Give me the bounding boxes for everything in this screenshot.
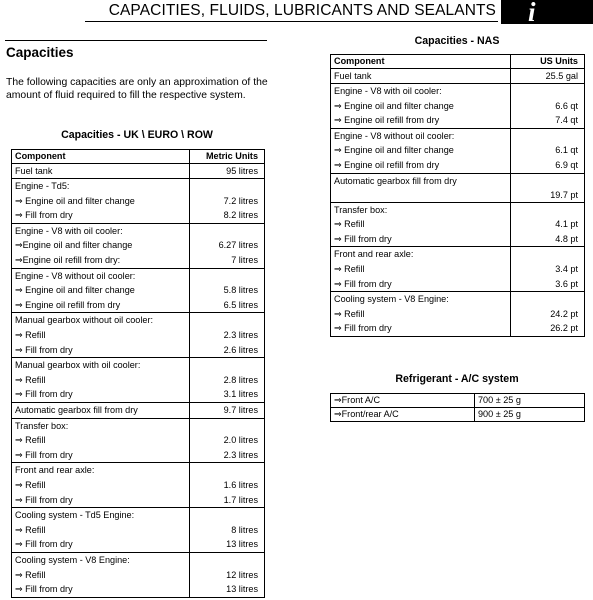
column-header-component: Component (12, 150, 190, 164)
table-header-row (331, 55, 585, 69)
component-cell: ⇒ Refill (331, 307, 511, 322)
value-cell: 6.1 qt (511, 143, 585, 158)
component-cell: Engine - V8 with oil cooler: (12, 223, 190, 238)
value-cell: 2.6 litres (190, 343, 265, 358)
component-cell: ⇒ Refill (12, 328, 190, 343)
value-cell: 7.4 qt (511, 113, 585, 128)
table-row (12, 387, 265, 402)
component-cell: ⇒ Fill from dry (331, 321, 511, 336)
table-row (12, 448, 265, 463)
value-cell (511, 247, 585, 262)
table-row (331, 99, 585, 114)
value-cell (190, 179, 265, 194)
chapter-tab (501, 0, 593, 27)
table-row (12, 523, 265, 538)
component-cell: ⇒Engine oil refill from dry: (12, 253, 190, 268)
value-cell: 9.7 litres (190, 403, 265, 419)
value-cell: 12 litres (190, 568, 265, 583)
value-cell: 4.1 pt (511, 217, 585, 232)
table-row (331, 292, 585, 307)
charge-cell: 700 ± 25 g (475, 394, 585, 408)
value-cell: 8 litres (190, 523, 265, 538)
component-cell: Front and rear axle: (12, 463, 190, 478)
table-row (12, 537, 265, 552)
component-cell: ⇒ Fill from dry (12, 208, 190, 223)
component-cell: Cooling system - V8 Engine: (331, 292, 511, 307)
component-cell: ⇒ Refill (12, 523, 190, 538)
value-cell: 26.2 pt (511, 321, 585, 336)
value-cell: 13 litres (190, 582, 265, 597)
table-row (331, 408, 585, 422)
value-cell (190, 508, 265, 523)
value-cell: 6.9 qt (511, 158, 585, 173)
column-header-metric-units: Metric Units (190, 150, 265, 164)
table-row (12, 238, 265, 253)
value-cell: 7 litres (190, 253, 265, 268)
uk-capacities-table (11, 149, 265, 598)
component-cell: ⇒ Fill from dry (12, 582, 190, 597)
value-cell: 6.5 litres (190, 298, 265, 313)
value-cell: 2.0 litres (190, 433, 265, 448)
component-cell: Engine - V8 without oil cooler: (331, 128, 511, 143)
table-row (12, 493, 265, 508)
component-cell: Fuel tank (331, 68, 511, 84)
component-cell: ⇒ Engine oil refill from dry (331, 158, 511, 173)
uk-table-caption: Capacities - UK \ EURO \ ROW (61, 129, 213, 141)
table-row (12, 253, 265, 268)
charge-cell: 900 ± 25 g (475, 408, 585, 422)
page-header (0, 0, 593, 26)
value-cell: 6.27 litres (190, 238, 265, 253)
information-icon: i (528, 0, 536, 27)
chapter-title: CAPACITIES, FLUIDS, LUBRICANTS AND SEALANTS (108, 2, 496, 19)
component-cell: ⇒ Engine oil and filter change (12, 283, 190, 298)
value-cell: 2.3 litres (190, 448, 265, 463)
value-cell: 1.7 litres (190, 493, 265, 508)
component-cell: ⇒ Fill from dry (12, 448, 190, 463)
nas-capacities-table (330, 54, 585, 337)
component-cell: ⇒ Fill from dry (331, 277, 511, 292)
value-cell (190, 463, 265, 478)
component-cell: Engine - Td5: (12, 179, 190, 194)
value-cell: 95 litres (190, 163, 265, 179)
table-row (12, 552, 265, 567)
table-row (12, 313, 265, 328)
component-cell: ⇒ Fill from dry (12, 343, 190, 358)
value-cell: 3.6 pt (511, 277, 585, 292)
component-cell: ⇒ Fill from dry (12, 537, 190, 552)
component-cell: Automatic gearbox fill from dry (12, 403, 190, 419)
table-row (331, 321, 585, 336)
table-row (12, 163, 265, 179)
value-cell: 19.7 pt (511, 173, 585, 202)
table-row (12, 328, 265, 343)
nas-table-caption: Capacities - NAS (414, 35, 500, 47)
component-cell: ⇒ Fill from dry (12, 493, 190, 508)
table-row (331, 84, 585, 99)
table-row (12, 508, 265, 523)
component-cell: Engine - V8 with oil cooler: (331, 84, 511, 99)
component-cell: ⇒ Refill (331, 217, 511, 232)
component-cell: Transfer box: (12, 418, 190, 433)
value-cell (190, 223, 265, 238)
value-cell (190, 418, 265, 433)
value-cell (190, 313, 265, 328)
component-cell: Manual gearbox with oil cooler: (12, 358, 190, 373)
value-cell: 2.3 litres (190, 328, 265, 343)
value-cell: 1.6 litres (190, 478, 265, 493)
table-row (12, 283, 265, 298)
table-row (331, 113, 585, 128)
component-cell: ⇒ Fill from dry (12, 387, 190, 402)
table-row (12, 343, 265, 358)
table-row (12, 478, 265, 493)
table-row (12, 268, 265, 283)
value-cell: 3.1 litres (190, 387, 265, 402)
table-row (12, 403, 265, 419)
table-row (12, 298, 265, 313)
value-cell: 3.4 pt (511, 262, 585, 277)
component-cell: ⇒ Engine oil and filter change (12, 194, 190, 209)
table-row (12, 179, 265, 194)
table-row (12, 433, 265, 448)
system-cell: ⇒Front/rear A/C (331, 408, 475, 422)
table-row (12, 373, 265, 388)
table-row (331, 202, 585, 217)
value-cell: 13 litres (190, 537, 265, 552)
table-row (331, 68, 585, 84)
component-cell: Transfer box: (331, 202, 511, 217)
section-rule (5, 40, 267, 41)
table-row (331, 217, 585, 232)
table-row (331, 307, 585, 322)
table-row (331, 262, 585, 277)
value-cell: 6.6 qt (511, 99, 585, 114)
table-row (331, 394, 585, 408)
system-cell: ⇒Front A/C (331, 394, 475, 408)
value-cell (190, 358, 265, 373)
value-cell: 24.2 pt (511, 307, 585, 322)
table-row (12, 568, 265, 583)
value-cell: 8.2 litres (190, 208, 265, 223)
component-cell: ⇒ Refill (12, 373, 190, 388)
table-row (331, 143, 585, 158)
component-cell: ⇒ Refill (12, 478, 190, 493)
value-cell: 4.8 pt (511, 232, 585, 247)
component-cell: ⇒ Engine oil refill from dry (12, 298, 190, 313)
component-cell: Manual gearbox without oil cooler: (12, 313, 190, 328)
table-row (331, 173, 585, 202)
table-row (12, 463, 265, 478)
intro-paragraph: The following capacities are only an approximation of the amount of fluid required to fill the respective system. (6, 77, 268, 101)
component-cell: Cooling system - Td5 Engine: (12, 508, 190, 523)
component-cell: Fuel tank (12, 163, 190, 179)
component-cell: ⇒ Engine oil and filter change (331, 143, 511, 158)
table-row (331, 247, 585, 262)
value-cell (511, 84, 585, 99)
value-cell: 2.8 litres (190, 373, 265, 388)
section-heading: Capacities (6, 45, 74, 60)
value-cell (190, 552, 265, 567)
component-cell: Cooling system - V8 Engine: (12, 552, 190, 567)
value-cell (511, 202, 585, 217)
component-cell: ⇒ Fill from dry (331, 232, 511, 247)
value-cell: 5.8 litres (190, 283, 265, 298)
component-cell: ⇒ Engine oil and filter change (331, 99, 511, 114)
table-row (12, 208, 265, 223)
table-row (331, 128, 585, 143)
value-cell (511, 292, 585, 307)
component-cell: ⇒ Refill (331, 262, 511, 277)
header-rule (85, 21, 498, 22)
component-cell: ⇒ Refill (12, 568, 190, 583)
table-row (12, 223, 265, 238)
table-row (12, 418, 265, 433)
component-cell: Front and rear axle: (331, 247, 511, 262)
refrigerant-table (330, 393, 585, 422)
column-header-us-units: US Units (511, 55, 585, 69)
component-cell: ⇒Engine oil and filter change (12, 238, 190, 253)
table-row (331, 158, 585, 173)
table-row (331, 277, 585, 292)
table-row (12, 194, 265, 209)
component-cell: Automatic gearbox fill from dry (331, 173, 511, 202)
component-cell: ⇒ Refill (12, 433, 190, 448)
component-cell: ⇒ Engine oil refill from dry (331, 113, 511, 128)
component-cell: Engine - V8 without oil cooler: (12, 268, 190, 283)
value-cell (511, 128, 585, 143)
table-row (331, 232, 585, 247)
value-cell: 25.5 gal (511, 68, 585, 84)
value-cell: 7.2 litres (190, 194, 265, 209)
table-row (12, 582, 265, 597)
refrigerant-caption: Refrigerant - A/C system (395, 373, 519, 385)
table-row (12, 358, 265, 373)
table-header-row (12, 150, 265, 164)
value-cell (190, 268, 265, 283)
column-header-component: Component (331, 55, 511, 69)
